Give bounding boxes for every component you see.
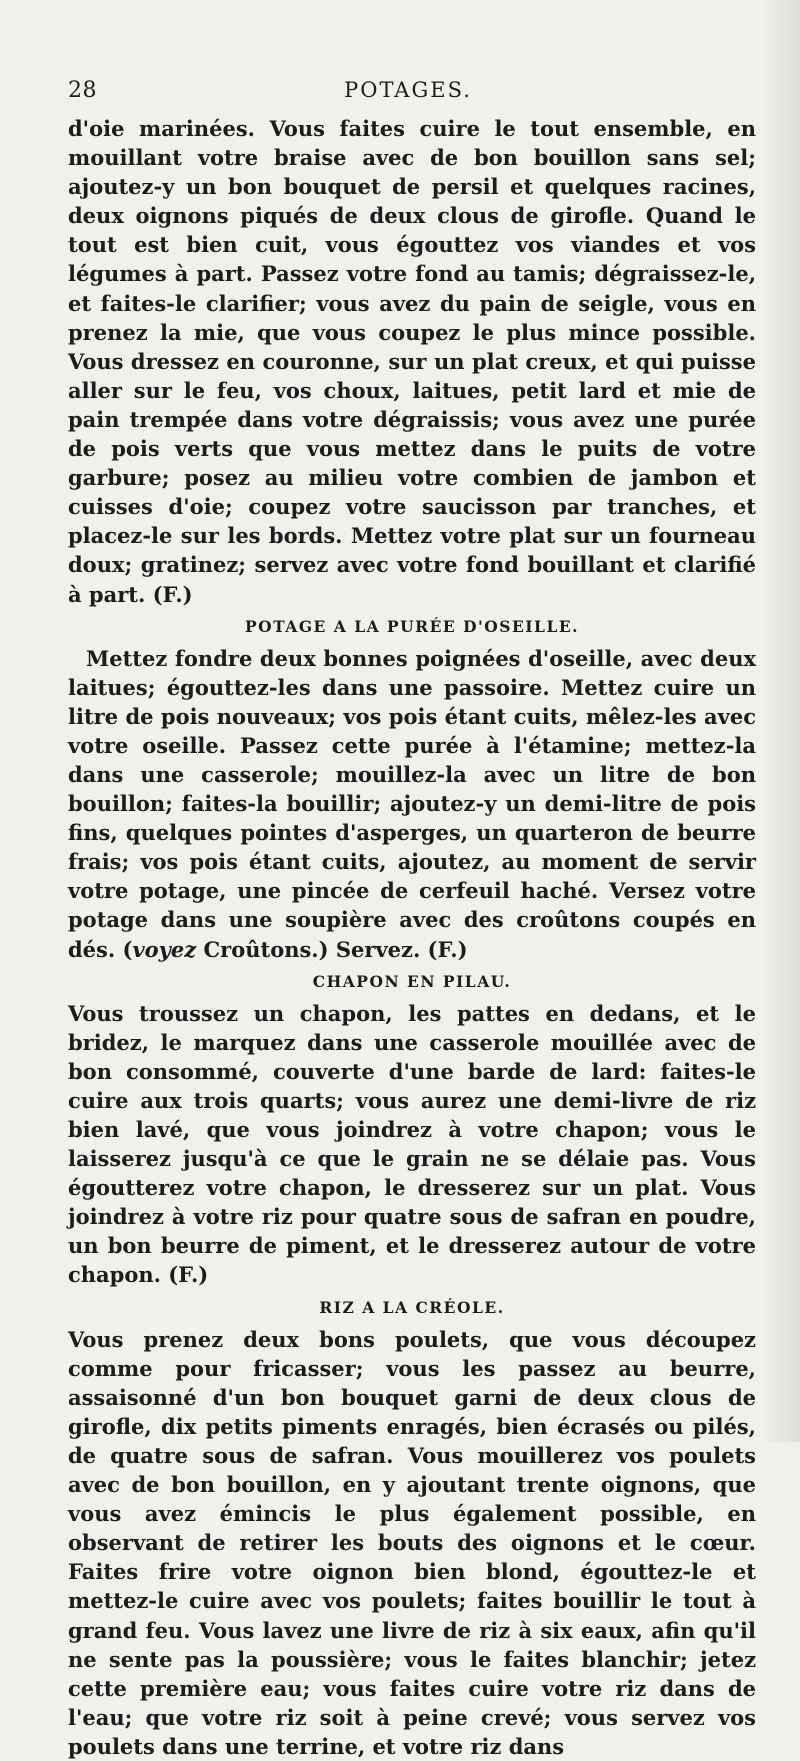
page-number: 28 — [68, 78, 97, 103]
heading-riz-a-la-creole: RIZ A LA CRÉOLE. — [319, 1297, 505, 1317]
paragraph-text: Croûtons.) Servez. (F.) — [196, 936, 468, 962]
page-header — [68, 78, 748, 108]
paragraph-text: Mettez fondre deux bonnes poignées d'oseille, avec deux laitues; égouttez-les dans une passoire. Mettez cuire un litre de pois nouveaux; vos pois étant cuits, mêlez-les avec votre oseille. Passez cette purée à l'étamine; mettez-la dans une casserole; mouillez-la avec un litre de bon bouillon; faites-la bouillir; ajoutez-y un demi-litre de pois fins, quelques pointes d'asperges, un quarteron de beurre frais; vos pois étant cuits, ajoutez, au moment de servir votre potage, une pincée de cerfeuil haché. Versez votre potage dans une soupière avec des croûtons coupés en dés. ( — [68, 645, 756, 962]
heading-potage-puree-oseille: POTAGE A LA PURÉE D'OSEILLE. — [244, 616, 580, 636]
heading-chapon-en-pilau: CHAPON EN PILAU. — [312, 971, 512, 991]
paragraph-garbure-continued: d'oie marinées. Vous faites cuire le tout ensemble, en mouillant votre braise avec de bon bouillon sans sel; ajoutez-y un bon bouquet de persil et quelques racines, deux oignons piqués de deux clous de girofle. Quand le tout est bien cuit, vous égouttez vos viandes et vos légumes à part. Passez votre fond au tamis; dégraissez-le, et faites-le clarifier; vous avez du pain de seigle, vous en prenez la mie, que vous coupez le plus mince possible. Vous dressez en couronne, sur un plat creux, et qui puisse aller sur le feu, vos choux, laitues, petit lard et mie de pain trempée dans votre dégraissis; vous avez une purée de pois verts que vous mettez dans le puits de votre garbure; posez au milieu votre combien de jambon et cuisses d'oie; coupez votre saucisson par tranches, et placez-le sur les bords. Mettez votre plat sur un fourneau doux; gratinez; servez avec votre fond bouillant et clarifié à part. (F.) — [68, 116, 756, 607]
paragraph-chapon-en-pilau: Vous troussez un chapon, les pattes en dedans, et le bridez, le marquez dans une casserole mouillée avec de bon consommé, couverte d'une barde de lard: faites-le cuire aux trois quarts; vous aurez une demi-livre de riz bien lavé, que vous joindrez à votre chapon; vous le laisserez jusqu'à ce que le grain ne se délaie pas. Vous égoutterez votre chapon, le dresserez sur un plat. Vous joindrez à votre riz pour quatre sous de safran en poudre, un bon beurre de piment, et le dresserez autour de votre chapon. (F.) — [68, 1000, 756, 1288]
page-body — [68, 114, 756, 1761]
paragraph-riz-a-la-creole: Vous prenez deux bons poulets, que vous découpez comme pour fricasser; vous les passez au beurre, assaisonné d'un bon bouquet garni de deux clous de girofle, dix petits piments enragés, bien écrasés ou pilés, de quatre sous de safran. Vous mouillerez vos poulets avec de bon bouillon, en y ajoutant trente oignons, que vous avez émincis le plus également possible, en observant de retirer les bouts des oignons et le cœur. Faites frire votre oignon bien blond, égouttez-le et mettez-le cuire avec vos poulets; faites bouillir le tout à grand feu. Vous lavez une livre de riz à six eaux, afin qu'il ne sente pas la poussière; vous le faites blanchir; jetez cette première eau; vous faites cuire votre riz dans de l'eau; que votre riz soit à peine crevé; vous servez vos poulets dans une terrine, et votre riz dans — [68, 1326, 756, 1759]
running-title: POTAGES. — [344, 78, 472, 102]
paragraph-potage-puree-oseille — [68, 644, 756, 964]
see-reference: voyez — [132, 936, 197, 962]
page-edge-shadow — [760, 0, 800, 1442]
